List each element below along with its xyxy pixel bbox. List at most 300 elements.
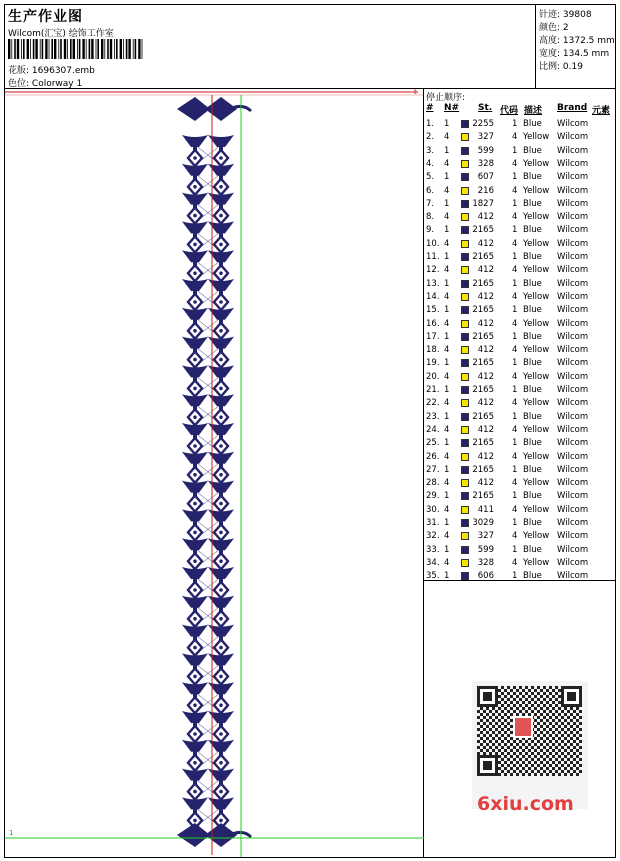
- stitch-motif: [219, 243, 223, 247]
- row-index: 30.: [426, 504, 440, 515]
- row-index: 31.: [426, 518, 440, 528]
- color-swatch: [461, 306, 469, 314]
- row-code: 4: [512, 557, 518, 568]
- color-swatch: [461, 253, 469, 261]
- header-panel: [5, 5, 536, 89]
- stitch-motif: [219, 732, 223, 736]
- stitch-motif: [219, 358, 223, 362]
- colorway-info: [8, 76, 82, 89]
- row-brand: Wilcom: [557, 225, 589, 236]
- row-index: 28.: [426, 478, 440, 489]
- row-needle: 1: [444, 172, 450, 183]
- row-code: 1: [512, 544, 518, 555]
- color-swatch: [461, 200, 469, 208]
- color-swatch: [461, 373, 469, 381]
- stitch-motif: [193, 415, 197, 419]
- row-desc: Yellow: [523, 185, 550, 196]
- design-info: [8, 63, 95, 76]
- table-row: [424, 570, 615, 583]
- row-index: 3.: [426, 145, 435, 156]
- row-desc: Blue: [523, 305, 542, 316]
- row-desc: Blue: [523, 358, 542, 369]
- stitch-motif: [219, 502, 223, 506]
- row-needle: 1: [444, 518, 450, 528]
- row-needle: 4: [444, 238, 450, 249]
- row-needle: 1: [444, 305, 450, 316]
- stitch-motif: [219, 703, 223, 707]
- row-code: 1: [512, 305, 518, 316]
- table-row: [424, 517, 615, 530]
- row-desc: Yellow: [523, 132, 550, 143]
- row-code: 4: [512, 291, 518, 302]
- row-stitches: 411: [477, 504, 494, 515]
- stitch-motif: [219, 559, 223, 563]
- row-stitches: 2165: [472, 491, 494, 502]
- color-swatch: [461, 359, 469, 367]
- stitch-motif: [219, 415, 223, 419]
- table-row: [424, 211, 615, 224]
- row-code: 1: [512, 119, 518, 129]
- row-brand: Wilcom: [557, 358, 589, 369]
- stitch-motif: [193, 243, 197, 247]
- stitch-motif: [219, 761, 223, 765]
- studio-name: Wilcom(汇宝) 绘饰工作室: [8, 29, 114, 39]
- table-row: [424, 411, 615, 424]
- table-row: [424, 171, 615, 184]
- table-row: [424, 437, 615, 450]
- row-desc: Yellow: [523, 212, 550, 223]
- row-code: 1: [512, 438, 518, 449]
- row-needle: 4: [444, 291, 450, 302]
- row-code: 4: [512, 478, 518, 489]
- row-needle: 1: [444, 464, 450, 475]
- row-stitches: 328: [477, 158, 494, 169]
- row-index: 1.: [426, 119, 435, 129]
- stitch-motif: [193, 473, 197, 477]
- row-stitches: 599: [477, 145, 494, 156]
- row-brand: Wilcom: [557, 278, 589, 289]
- color-swatch: [461, 413, 469, 421]
- colorway-value: Colorway 1: [31, 79, 83, 89]
- row-index: 12.: [426, 265, 440, 276]
- color-swatch: [461, 453, 469, 461]
- row-needle: 1: [444, 411, 450, 422]
- row-desc: Yellow: [523, 291, 550, 302]
- stitch-motif: [219, 790, 223, 794]
- row-code: 1: [512, 252, 518, 262]
- row-desc: Blue: [523, 464, 542, 475]
- row-code: 4: [512, 531, 518, 542]
- row-brand: Wilcom: [557, 291, 589, 302]
- row-index: 27.: [426, 464, 440, 475]
- row-stitches: 412: [477, 318, 494, 329]
- row-code: 1: [512, 278, 518, 289]
- row-index: 29.: [426, 491, 440, 502]
- row-brand: Wilcom: [557, 212, 589, 223]
- row-stitches: 412: [477, 398, 494, 409]
- row-stitches: 1827: [472, 198, 494, 209]
- stitch-motif: [193, 214, 197, 218]
- row-code: 4: [512, 451, 518, 462]
- color-swatch: [461, 572, 469, 580]
- row-brand: Wilcom: [557, 172, 589, 183]
- row-stitches: 328: [477, 557, 494, 568]
- row-needle: 4: [444, 185, 450, 196]
- row-stitches: 412: [477, 371, 494, 382]
- row-desc: Blue: [523, 119, 542, 129]
- qr-code-icon: [477, 686, 583, 776]
- row-stitches: 412: [477, 212, 494, 223]
- stitch-motif: [219, 473, 223, 477]
- stitch-motif: [193, 617, 197, 621]
- row-desc: Yellow: [523, 371, 550, 382]
- row-brand: Wilcom: [557, 504, 589, 515]
- stitch-motif: [193, 185, 197, 189]
- stitch-motif: [219, 588, 223, 592]
- col-n: N#: [444, 103, 460, 113]
- row-brand: Wilcom: [557, 252, 589, 262]
- row-brand: Wilcom: [557, 411, 589, 422]
- row-stitches: 2165: [472, 411, 494, 422]
- color-swatch: [461, 187, 469, 195]
- stitch-motif: [193, 675, 197, 679]
- row-desc: Yellow: [523, 504, 550, 515]
- color-swatch: [461, 466, 469, 474]
- table-row: [424, 278, 615, 291]
- row-brand: Wilcom: [557, 318, 589, 329]
- row-needle: 4: [444, 451, 450, 462]
- row-brand: Wilcom: [557, 238, 589, 249]
- marker-bottom: 1: [9, 829, 14, 837]
- row-stitches: 2165: [472, 438, 494, 449]
- row-desc: Blue: [523, 411, 542, 422]
- row-needle: 4: [444, 265, 450, 276]
- row-needle: 4: [444, 371, 450, 382]
- row-needle: 4: [444, 504, 450, 515]
- stitch-motif: [193, 819, 197, 823]
- row-brand: Wilcom: [557, 385, 589, 395]
- row-stitches: 2165: [472, 331, 494, 342]
- table-title: 停止顺序:: [426, 93, 466, 103]
- row-needle: 1: [444, 544, 450, 555]
- row-desc: Yellow: [523, 531, 550, 542]
- row-index: 11.: [426, 252, 440, 262]
- color-swatch: [461, 532, 469, 540]
- color-swatch: [461, 147, 469, 155]
- row-index: 25.: [426, 438, 440, 449]
- row-index: 33.: [426, 544, 440, 555]
- color-swatch: [461, 426, 469, 434]
- row-desc: Blue: [523, 544, 542, 555]
- watermark-logo: 6xiu.com: [477, 793, 574, 815]
- row-needle: 1: [444, 278, 450, 289]
- row-brand: Wilcom: [557, 478, 589, 489]
- row-stitches: 607: [477, 172, 494, 183]
- color-swatch: [461, 293, 469, 301]
- row-needle: 1: [444, 491, 450, 502]
- col-brand: Brand: [557, 103, 588, 113]
- row-desc: Yellow: [523, 345, 550, 356]
- table-row: [424, 530, 615, 543]
- stitch-motif: [193, 531, 197, 535]
- stitch-motif: [219, 156, 223, 160]
- row-brand: Wilcom: [557, 518, 589, 528]
- table-row: [424, 238, 615, 251]
- row-code: 1: [512, 411, 518, 422]
- row-stitches: 2165: [472, 225, 494, 236]
- table-row: [424, 131, 615, 144]
- row-needle: 4: [444, 531, 450, 542]
- row-stitches: 412: [477, 345, 494, 356]
- color-swatch: [461, 386, 469, 394]
- row-index: 2.: [426, 132, 435, 143]
- row-brand: Wilcom: [557, 491, 589, 502]
- stitch-motif: [193, 502, 197, 506]
- row-index: 17.: [426, 331, 440, 342]
- stitch-motif: [219, 214, 223, 218]
- table-row: [424, 357, 615, 370]
- table-row: [424, 544, 615, 557]
- row-brand: Wilcom: [557, 438, 589, 449]
- col-desc: 描述: [524, 106, 543, 116]
- row-needle: 4: [444, 345, 450, 356]
- col-st: St.: [478, 103, 493, 113]
- row-stitches: 3029: [472, 518, 494, 528]
- row-desc: Blue: [523, 198, 542, 209]
- stitch-motif: [193, 588, 197, 592]
- row-brand: Wilcom: [557, 185, 589, 196]
- stitch-motif: [193, 732, 197, 736]
- row-stitches: 2165: [472, 252, 494, 262]
- table-row: [424, 158, 615, 171]
- row-needle: 1: [444, 438, 450, 449]
- design-canvas: [5, 89, 424, 857]
- stitch-motif: [219, 531, 223, 535]
- row-brand: Wilcom: [557, 158, 589, 169]
- row-desc: Blue: [523, 252, 542, 262]
- table-row: [424, 451, 615, 464]
- row-index: 13.: [426, 278, 440, 289]
- stitch-motif: [193, 646, 197, 650]
- table-row: [424, 490, 615, 503]
- row-brand: Wilcom: [557, 557, 589, 568]
- row-desc: Yellow: [523, 424, 550, 435]
- row-index: 15.: [426, 305, 440, 316]
- row-brand: Wilcom: [557, 305, 589, 316]
- row-index: 8.: [426, 212, 435, 223]
- stat-colors: 颜色: 2: [539, 23, 569, 33]
- color-swatch: [461, 439, 469, 447]
- row-stitches: 2165: [472, 464, 494, 475]
- row-desc: Blue: [523, 172, 542, 183]
- row-brand: Wilcom: [557, 265, 589, 276]
- row-code: 1: [512, 145, 518, 156]
- table-row: [424, 424, 615, 437]
- row-needle: 1: [444, 571, 450, 582]
- row-code: 1: [512, 571, 518, 582]
- table-row: [424, 224, 615, 237]
- color-swatch: [461, 240, 469, 248]
- col-elem: 元素: [592, 106, 611, 116]
- row-stitches: 412: [477, 424, 494, 435]
- row-stitches: 327: [477, 531, 494, 542]
- stitch-motif: [193, 559, 197, 563]
- row-index: 34.: [426, 557, 440, 568]
- row-needle: 4: [444, 212, 450, 223]
- stitch-motif: [219, 329, 223, 333]
- row-needle: 1: [444, 198, 450, 209]
- colorway-label: 色位:: [8, 79, 30, 89]
- row-index: 18.: [426, 345, 440, 356]
- row-code: 4: [512, 318, 518, 329]
- stitch-motif: [219, 617, 223, 621]
- table-row: [424, 557, 615, 570]
- stats-panel: [536, 5, 615, 89]
- table-row: [424, 318, 615, 331]
- row-brand: Wilcom: [557, 531, 589, 542]
- row-code: 1: [512, 491, 518, 502]
- row-needle: 1: [444, 119, 450, 129]
- embroidery-design: [5, 89, 424, 857]
- color-swatch: [461, 173, 469, 181]
- stitch-motif: [219, 646, 223, 650]
- row-code: 1: [512, 331, 518, 342]
- row-needle: 1: [444, 252, 450, 262]
- row-brand: Wilcom: [557, 145, 589, 156]
- row-needle: 4: [444, 424, 450, 435]
- row-needle: 4: [444, 318, 450, 329]
- row-index: 4.: [426, 158, 435, 169]
- color-swatch: [461, 519, 469, 527]
- row-brand: Wilcom: [557, 398, 589, 409]
- row-stitches: 216: [477, 185, 494, 196]
- stitch-motif: [193, 761, 197, 765]
- row-desc: Blue: [523, 225, 542, 236]
- row-code: 4: [512, 132, 518, 143]
- table-row: [424, 397, 615, 410]
- row-needle: 1: [444, 225, 450, 236]
- row-desc: Yellow: [523, 557, 550, 568]
- color-swatch: [461, 506, 469, 514]
- row-code: 4: [512, 345, 518, 356]
- color-swatch: [461, 280, 469, 288]
- row-index: 22.: [426, 398, 440, 409]
- row-index: 16.: [426, 318, 440, 329]
- row-stitches: 412: [477, 291, 494, 302]
- row-stitches: 2165: [472, 278, 494, 289]
- row-stitches: 606: [477, 571, 494, 582]
- stitch-motif: [219, 300, 223, 304]
- row-code: 1: [512, 518, 518, 528]
- row-index: 35.: [426, 571, 440, 582]
- stitch-motif: [193, 790, 197, 794]
- row-desc: Blue: [523, 571, 542, 582]
- row-stitches: 327: [477, 132, 494, 143]
- row-stitches: 412: [477, 238, 494, 249]
- row-stitches: 412: [477, 451, 494, 462]
- design-label: 花版:: [8, 66, 30, 76]
- row-code: 4: [512, 238, 518, 249]
- table-row: [424, 264, 615, 277]
- marker-top: t: [414, 89, 417, 96]
- row-needle: 1: [444, 385, 450, 395]
- row-code: 4: [512, 424, 518, 435]
- row-code: 4: [512, 185, 518, 196]
- color-swatch: [461, 479, 469, 487]
- stitch-motif: [193, 358, 197, 362]
- row-code: 1: [512, 464, 518, 475]
- row-stitches: 599: [477, 544, 494, 555]
- row-desc: Blue: [523, 518, 542, 528]
- table-row: [424, 291, 615, 304]
- row-needle: 4: [444, 478, 450, 489]
- row-brand: Wilcom: [557, 451, 589, 462]
- row-desc: Blue: [523, 438, 542, 449]
- barcode-icon: [8, 39, 144, 59]
- row-index: 21.: [426, 385, 440, 395]
- row-index: 9.: [426, 225, 435, 236]
- row-code: 1: [512, 385, 518, 395]
- row-code: 1: [512, 198, 518, 209]
- table-row: [424, 371, 615, 384]
- row-index: 6.: [426, 185, 435, 196]
- table-row: [424, 304, 615, 317]
- stitch-motif: [193, 444, 197, 448]
- row-code: 4: [512, 504, 518, 515]
- row-desc: Yellow: [523, 318, 550, 329]
- stat-height: 高度: 1372.5 mm: [539, 36, 615, 46]
- row-needle: 1: [444, 331, 450, 342]
- row-brand: Wilcom: [557, 345, 589, 356]
- row-index: 5.: [426, 172, 435, 183]
- row-index: 32.: [426, 531, 440, 542]
- stitch-motif: [193, 300, 197, 304]
- stitch-motif: [193, 703, 197, 707]
- color-swatch: [461, 213, 469, 221]
- color-swatch: [461, 399, 469, 407]
- row-code: 4: [512, 265, 518, 276]
- row-needle: 4: [444, 557, 450, 568]
- row-desc: Blue: [523, 278, 542, 289]
- stitch-motif: [219, 444, 223, 448]
- color-swatch: [461, 492, 469, 500]
- color-swatch: [461, 346, 469, 354]
- stitch-motif: [193, 387, 197, 391]
- table-row: [424, 331, 615, 344]
- row-index: 10.: [426, 238, 440, 249]
- stat-stitches: 针迹: 39808: [539, 10, 592, 20]
- row-brand: Wilcom: [557, 544, 589, 555]
- row-desc: Blue: [523, 491, 542, 502]
- stat-width: 宽度: 134.5 mm: [539, 49, 610, 59]
- row-code: 1: [512, 172, 518, 183]
- stitch-motif: [193, 156, 197, 160]
- col-code: 代码: [500, 106, 519, 116]
- table-row: [424, 251, 615, 264]
- table-row: [424, 504, 615, 517]
- color-swatch: [461, 160, 469, 168]
- row-desc: Blue: [523, 385, 542, 395]
- row-brand: Wilcom: [557, 571, 589, 582]
- color-swatch: [461, 320, 469, 328]
- row-code: 4: [512, 371, 518, 382]
- row-desc: Yellow: [523, 451, 550, 462]
- row-index: 14.: [426, 291, 440, 302]
- row-needle: 4: [444, 158, 450, 169]
- stitch-motif: [219, 271, 223, 275]
- row-index: 24.: [426, 424, 440, 435]
- row-brand: Wilcom: [557, 464, 589, 475]
